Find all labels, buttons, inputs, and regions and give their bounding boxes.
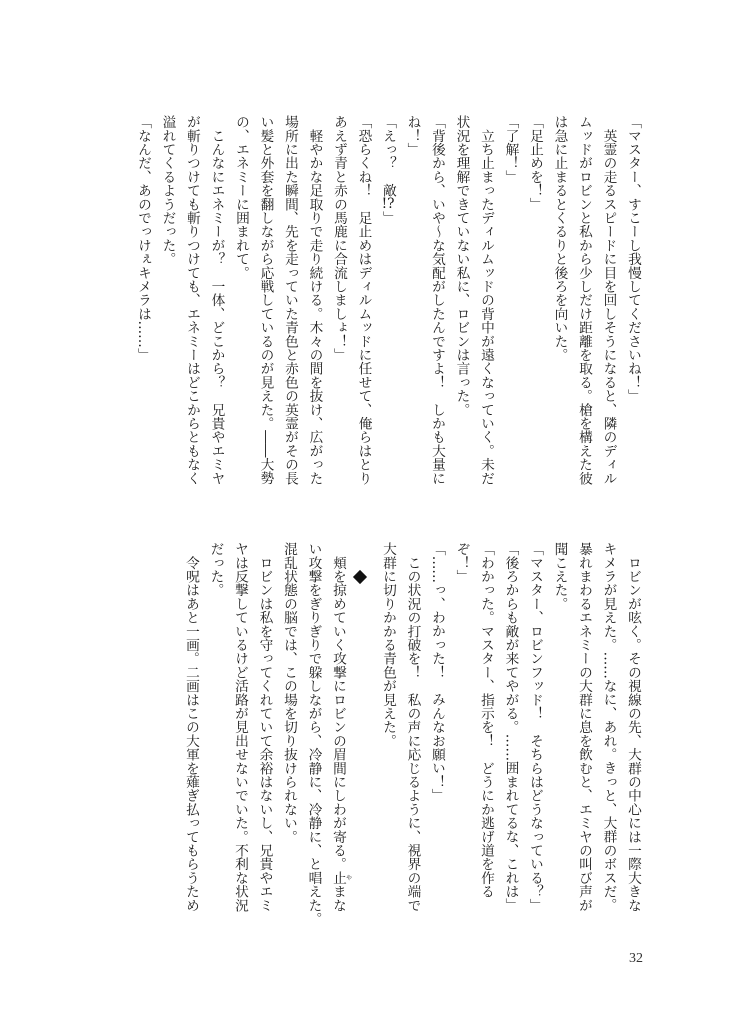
- text-line: の、エネミーに囲まれて。: [233, 115, 249, 280]
- text-line: 「わかった。マスター、指示を！ どうにか逃げ道を作る: [478, 542, 494, 899]
- text-line: 「……っ、わかった！ みんなお願い！」: [429, 542, 445, 803]
- text-line: [376, 115, 401, 505]
- text-line: 立ち止まったディルムッドの背中が遠くなっていく。未だ: [478, 115, 494, 485]
- text-line: 「後ろからも敵が来てやがる。……囲まれてるな、これは」: [502, 542, 519, 912]
- text-line: い髪と外套を翻しながら応戦しているのが見えた。――大勢: [257, 115, 274, 485]
- text-line: 状況を理解できていない私に、ロビンは言った。: [453, 115, 470, 417]
- text-line: 場所に出た瞬間、先を走っていた青色と赤色の英霊がその長: [282, 115, 298, 485]
- text-line: 「足止めを！」: [527, 115, 543, 211]
- text-line: [326, 542, 352, 932]
- text-line: ヤは反撃しているけど活路が見出せないでいた。不利な状況: [232, 542, 248, 912]
- text-line: こんなにエネミーが？ 一体、どこから？ 兄貴やエミヤ: [208, 115, 225, 485]
- text-line: 軽やかな足取りで走り続ける。木々の間を抜け、広がった: [306, 115, 323, 485]
- text-line: あえず青と赤の馬鹿に合流しましょ！」: [331, 115, 347, 362]
- text-line: 溢れてくるようだった。: [159, 115, 176, 266]
- text-line: 「恐らくね！ 足止めはディルムッドに任せて、俺らはとり: [355, 115, 372, 485]
- text-line: 聞こえた。: [551, 542, 568, 611]
- text-line: 「なんだ、あのでっけぇキメラは……」: [135, 115, 151, 362]
- text-line: ムッドがロビンと私から少しだけ距離を取る。槍を構えた彼: [576, 115, 592, 485]
- text-line: ロビンは私を守ってくれていて余裕はないし、兄貴やエミ: [256, 542, 273, 912]
- text-line: 英霊の走るスピードに目を回しそうになると、隣のディル: [600, 115, 617, 485]
- text-line: 「マスター、ロビンフッド！ そちらはどうなっている？」: [527, 542, 543, 912]
- text-line: ロビンが呟く。その視線の先、大群の中心には一際大きな: [625, 542, 641, 912]
- text-line: ね！」: [404, 115, 421, 157]
- bottom-text-block: [179, 542, 646, 932]
- text-line: は急に止まるとくるりと後ろを向いた。: [551, 115, 568, 362]
- text-line: 「了解！」: [502, 115, 519, 184]
- text-line: 「背後から、いや～な気配がしたんですよ！ しかも大量に: [429, 115, 445, 485]
- section-break: [351, 542, 376, 932]
- ruby-annotation: [330, 870, 352, 885]
- text-line: 「マスター、すこーし我慢してくださいね！」: [625, 115, 641, 403]
- text-line: だった。: [207, 542, 224, 597]
- text-line: この状況の打破を！ 私の声に応じるように、視界の端で: [404, 542, 421, 912]
- text-segment: 「えっ？ 敵: [380, 115, 396, 198]
- text-line: 暴れまわるエネミーの大群に息を飲むと、エミヤの叫び声が: [576, 542, 592, 912]
- text-line: が斬りつけても斬りつけても、エネミーはどこからともなく: [184, 115, 200, 485]
- page-number: 32: [629, 951, 643, 966]
- tate-chu-yoko: !?: [381, 197, 395, 211]
- section-break-diamond-icon: [353, 570, 367, 584]
- text-line: い攻撃をぎりぎりで躱しながら、冷静に、冷静に、と唱えた。: [305, 542, 322, 926]
- text-segment: 」: [380, 210, 396, 225]
- text-line: 大群に切りかかる青色が見えた。: [380, 542, 396, 748]
- text-segment: 頬を掠めていく攻撃にロビンの眉間にしわが寄る。: [330, 542, 346, 871]
- text-line: ぞ！」: [453, 542, 470, 584]
- ruby-base: 止: [330, 870, 346, 885]
- text-line: 混乱状態の脳では、この場を切り抜けられない。: [281, 542, 297, 844]
- top-text-block: [131, 115, 646, 505]
- text-line: 令呪はあと一画。二画はこの大軍を薙ぎ払ってもらうため: [183, 542, 199, 912]
- ruby-text: や: [344, 870, 352, 885]
- text-segment: まな: [330, 884, 346, 912]
- text-line: キメラが見えた。……なに、あれ。きっと、大群のボスだ。: [600, 542, 617, 912]
